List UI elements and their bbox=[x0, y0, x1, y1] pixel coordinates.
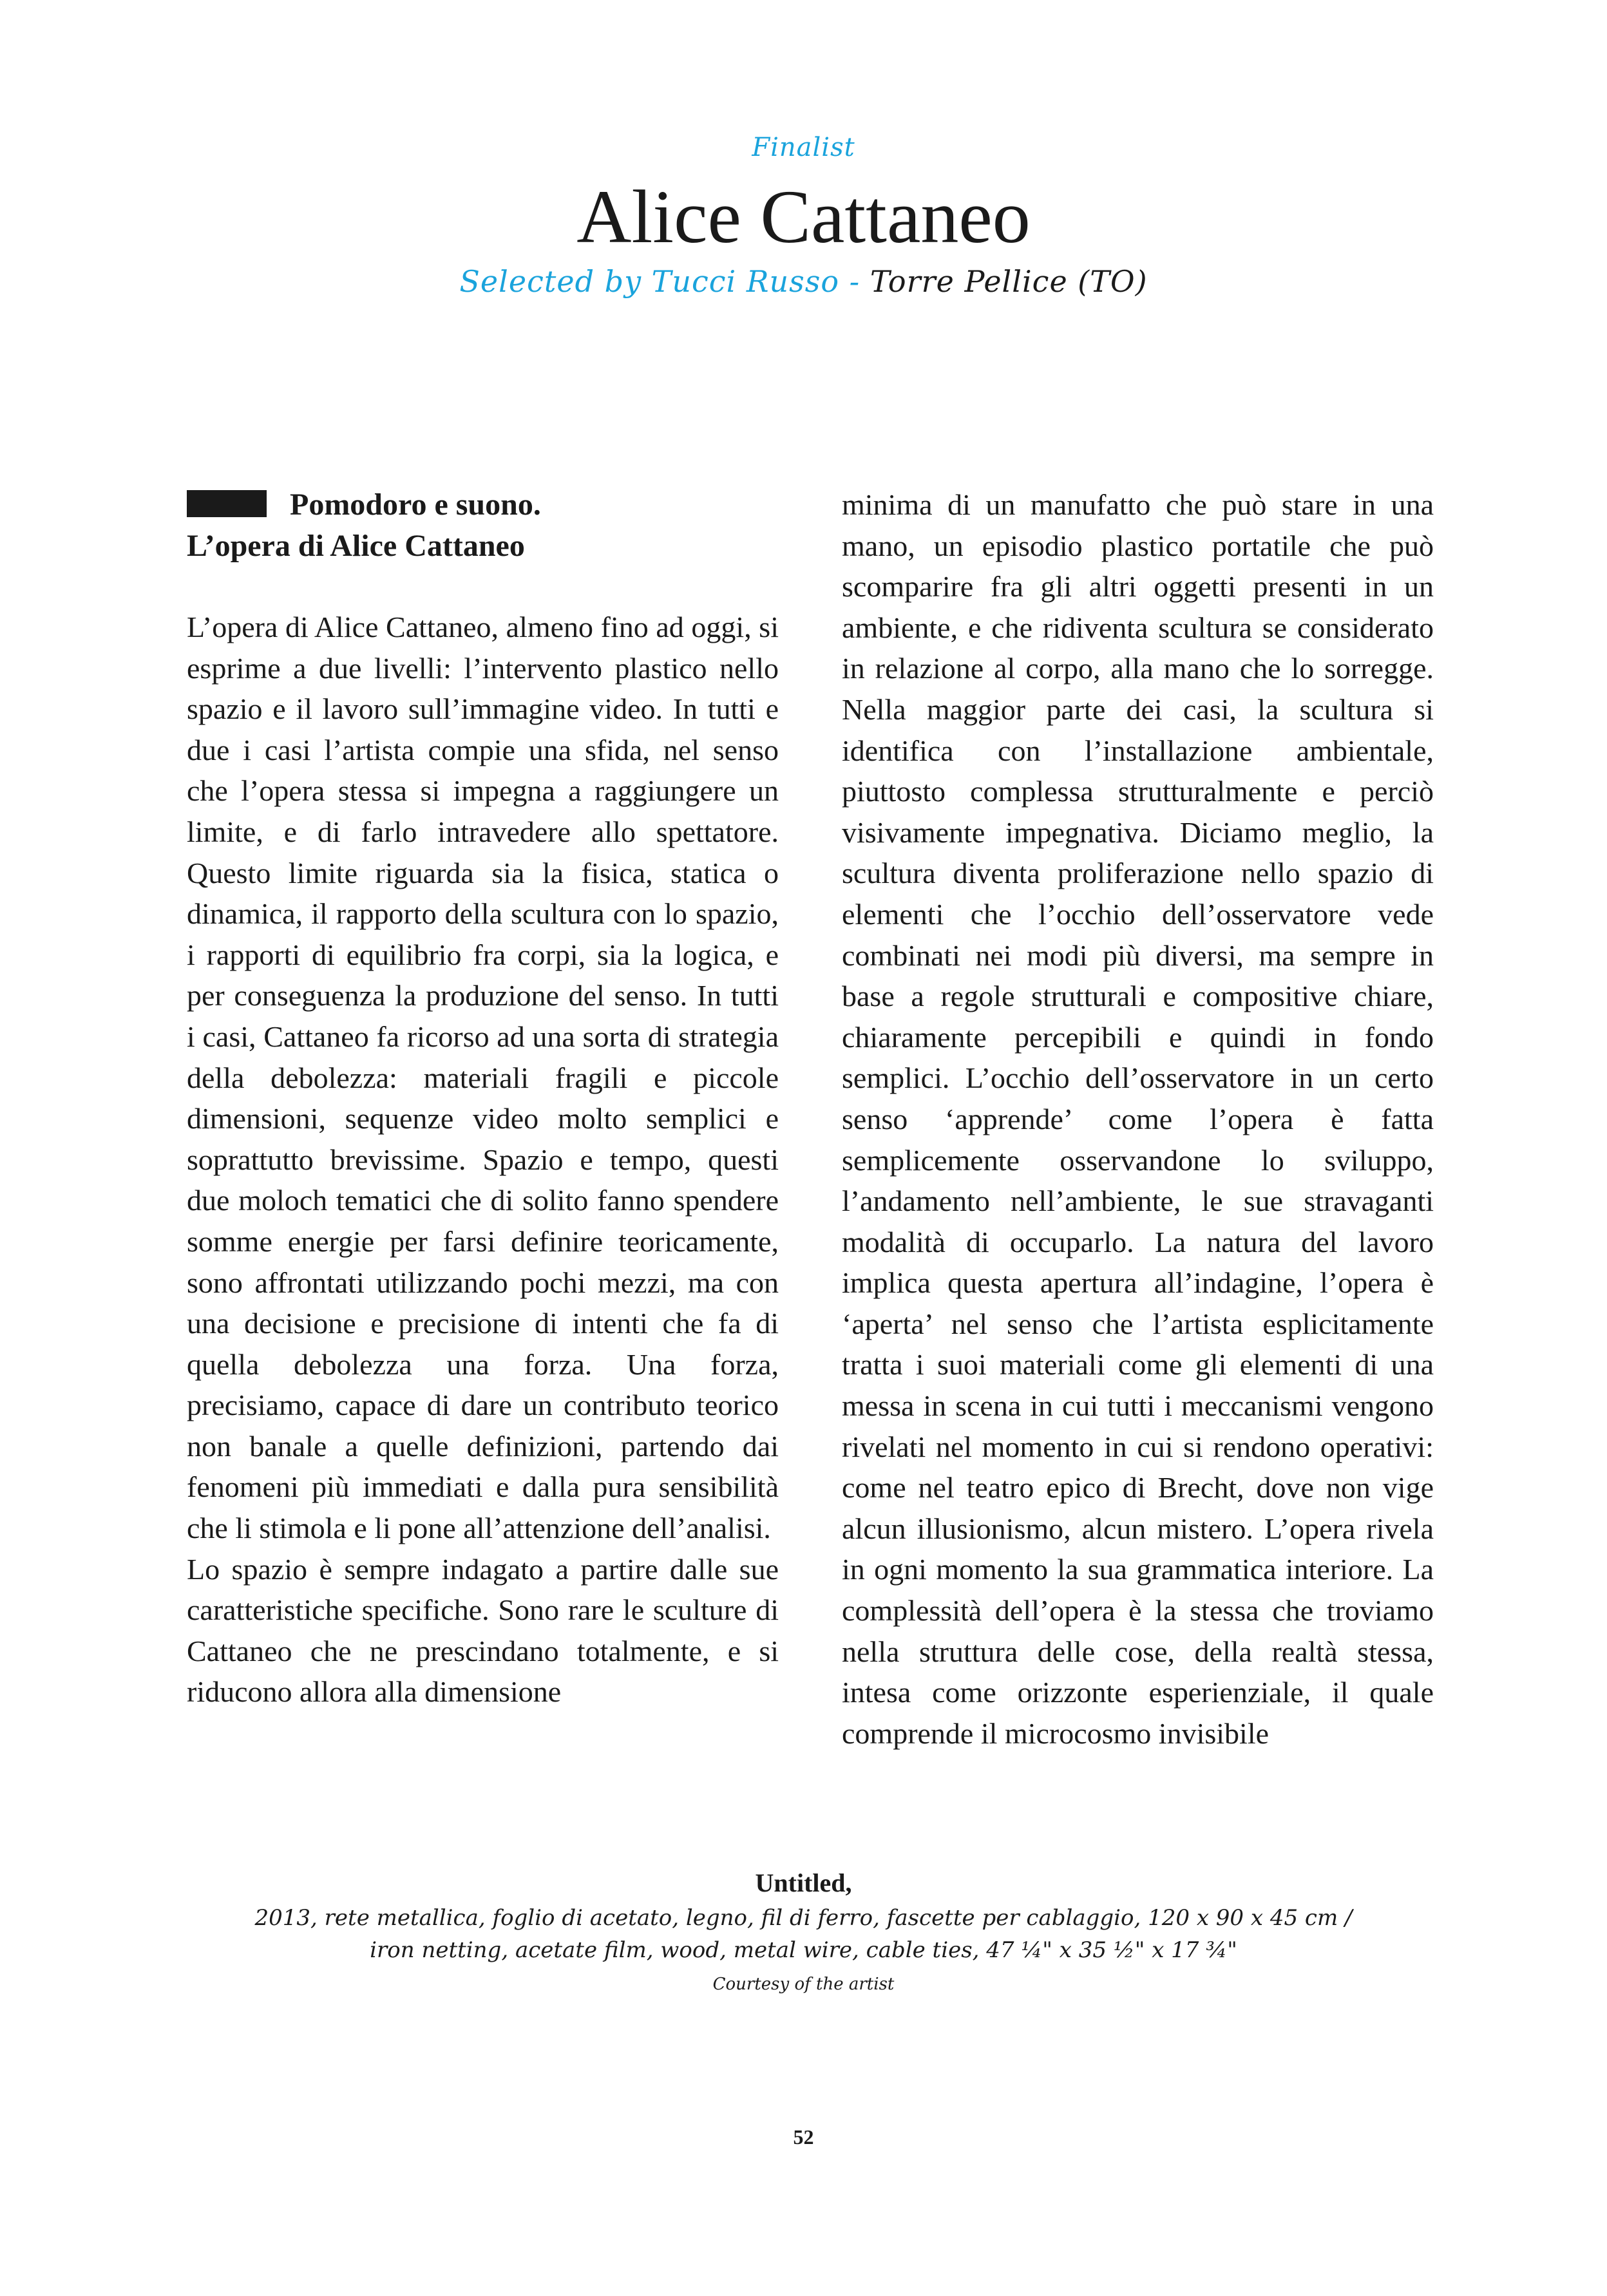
artwork-credit: Courtesy of the artist bbox=[712, 1975, 895, 1994]
artist-name: Alice Cattaneo bbox=[576, 175, 1031, 259]
article-heading-line2: L’opera di Alice Cattaneo bbox=[187, 529, 525, 563]
finalist-label: Finalist bbox=[752, 133, 855, 162]
artwork-details-english: iron netting, acetate film, wood, metal wire, cable ties, 47 ¼" x 35 ½" x 17 ¾" bbox=[370, 1937, 1237, 1963]
left-paragraph-1: L’opera di Alice Cattaneo, almeno fino ad oggi, si esprime a due livelli: l’intervento plastico nello spazio e il lavoro sull’immagine video. In tutti e due i casi l’artista compie una sfida, nel senso che l’opera stessa si impegna a raggiungere un limite, e di farlo intravedere allo spettatore. Questo limite riguarda sia la fisica, statica o dinamica, il rapporto della scultura con lo spazio, i rapporti di equilibrio fra corpi, sia la logica, e per conseguenza la produzione del senso. In tutti i casi, Cattaneo fa ricorso ad una sorta di strategia della debolezza: materiali fragili e piccole dimensioni, sequenze video molto semplici e soprattutto brevissime. Spazio e tempo, questi due moloch tematici che di solito fanno spendere somme energie per farsi definire teoricamente, sono affrontati utilizzando pochi mezzi, ma con una decisione e precisione di intenti che fa di quella debolezza una forza. Una forza, precisiamo, capace di dare un contributo teorico non banale a quelle definizioni, partendo dai fenomeni più immediati e dalla pura sensibilità che li stimola e li pone all’attenzione dell’analisi. bbox=[187, 611, 779, 1545]
article-column-left bbox=[187, 484, 779, 1713]
selector-name: Selected by Tucci Russo - bbox=[459, 264, 870, 299]
article-heading bbox=[187, 484, 779, 567]
right-paragraph: minima di un manufatto che può stare in una mano, un episodio plastico portatile che può scomparire fra gli altri oggetti presenti in un ambiente, e che ridiventa scultura se considerato in relazione al corpo, alla mano che lo sorregge. Nella maggior parte dei casi, la scultura si identifica con l’installazione ambientale, piuttosto complessa strutturalmente e perciò visivamente impegnativa. Diciamo meglio, la scultura diventa proliferazione nello spazio di elementi che l’occhio dell’osservatore vede combinati nei modi più diversi, ma sempre in base a regole strutturali e compositive chiare, chiaramente percepibili e quindi in fondo semplici. L’occhio dell’osservatore in un certo senso ‘apprende’ come l’opera è fatta semplicemente osservandone lo sviluppo, l’andamento nell’ambiente, le sue stravaganti modalità di occuparlo. La natura del lavoro implica questa apertura all’indagine, l’opera è ‘aperta’ nel senso che l’artista esplicitamente tratta i suoi materiali come gli elementi di una messa in scena in cui tutti i meccanismi vengono rivelati nel momento in cui si rendono operativi: come nel teatro epico di Brecht, dove non vige alcun illusionismo, alcun mistero. L’opera rivela in ogni momento la sua grammatica interiore. La complessità dell’opera è la stessa che troviamo nella struttura delle cose, della realtà stessa, intesa come orizzonte esperienziale, il quale comprende il microcosmo invisibile bbox=[842, 488, 1434, 1750]
page-number: 52 bbox=[793, 2125, 814, 2149]
article-column-right bbox=[842, 484, 1434, 1754]
artwork-details-italian: 2013, rete metallica, foglio di acetato, legno, fil di ferro, fascette per cablaggio, 120 x 90 x 45 cm / bbox=[254, 1905, 1353, 1931]
article-heading-line1: Pomodoro e suono. bbox=[290, 488, 541, 522]
artwork-title: Untitled, bbox=[755, 1868, 852, 1897]
section-marker-bar bbox=[187, 490, 267, 517]
left-paragraph-2: Lo spazio è sempre indagato a partire dalle sue caratteristiche specifiche. Sono rare le sculture di Cattaneo che ne prescindano totalmente, e si riducono allora alla dimensione bbox=[187, 1552, 779, 1709]
gallery-location: Torre Pellice (TO) bbox=[870, 264, 1148, 299]
selected-by-line bbox=[0, 264, 1607, 299]
